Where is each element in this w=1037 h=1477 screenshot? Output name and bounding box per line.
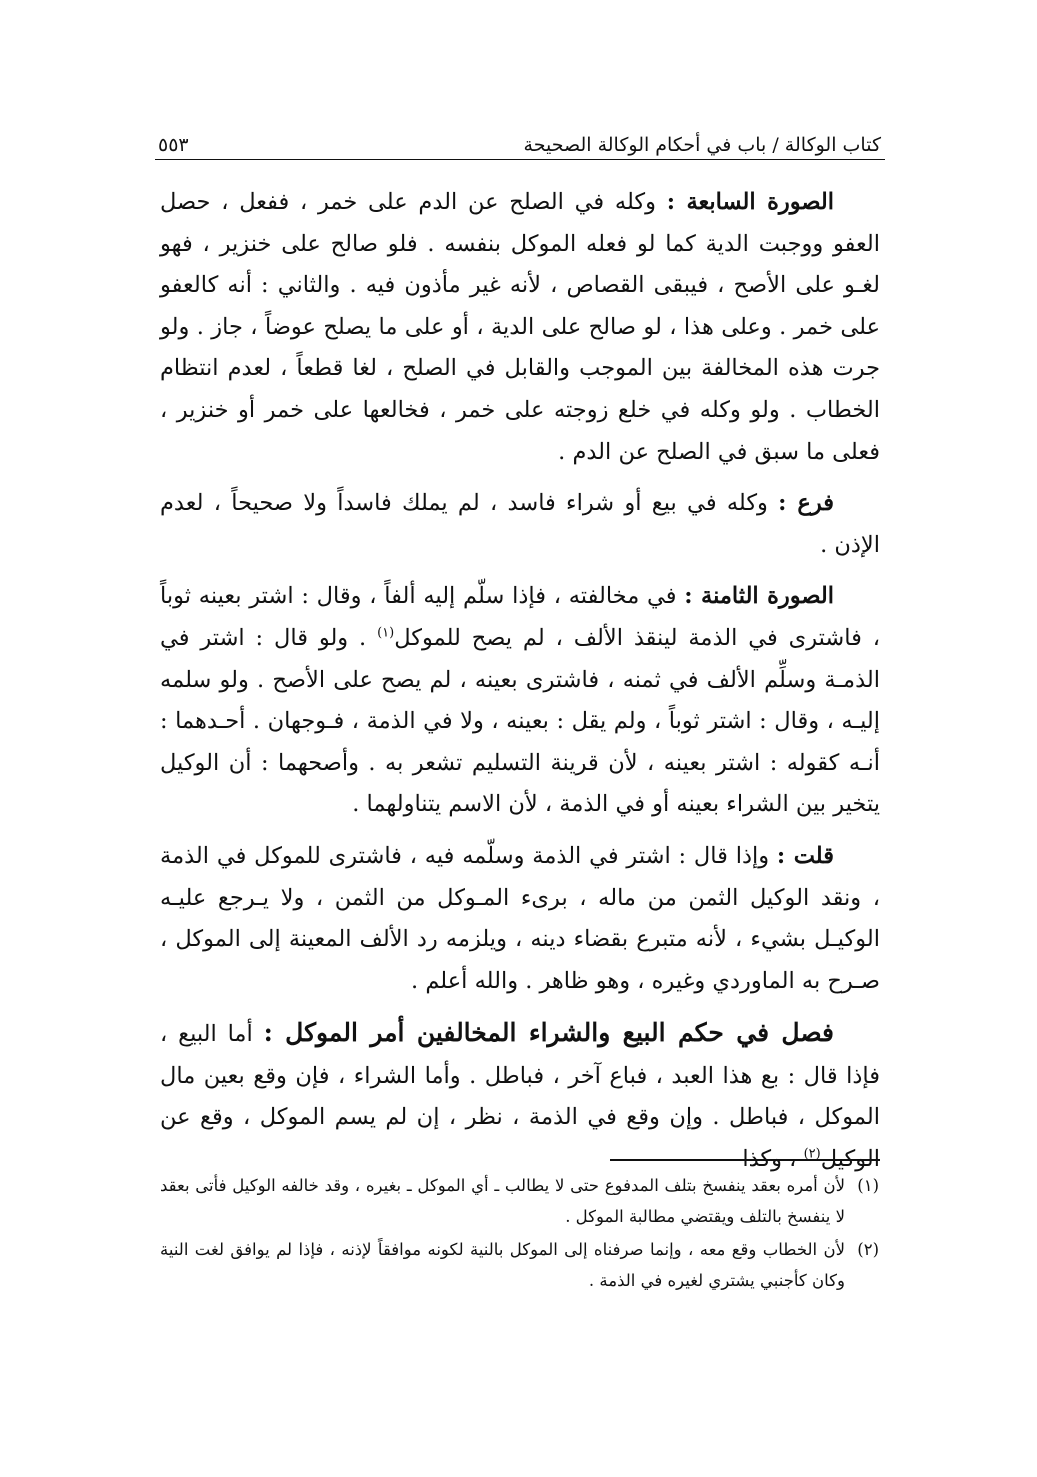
footnote-number: (٢) — [857, 1240, 879, 1259]
section-heading-paragraph — [160, 1012, 880, 1180]
header-rule — [155, 159, 885, 160]
paragraph-lead: الصورة الثامنة : — [684, 583, 835, 610]
paragraph-body: أما البيع ، فإذا قال : بع هذا العبد ، فباع آخر ، فباطل . وأما الشراء ، فإن وقع بعين مال الموكل ، فباطل . وإن وقع في الذمة ، نظر ، إن لم يسم الموكل ، وقع عن الوكيل — [160, 1021, 880, 1173]
paragraph-body: وكله في الصلح عن الدم على خمر ، ففعل ، حصل العفو ووجبت الدية كما لو فعله الموكل بنفسه . فلو صالح على خنزير ، فهو لغـو على الأصح ، فيبقى القصاص ، لأنه غير مأذون فيه . والثاني : أنه كالعفو على خمر . وعلى هذا ، لو صالح على الدية ، أو على ما يصلح عوضاً ، جاز . ولو جرت هذه المخالفة بين الموجب والقابل في الصلح ، لغا قطعاً ، لعدم انتظام الخطاب . ولو وكله في خلع زوجته على خمر ، فخالعها على خمر أو خنزير ، فعلى ما سبق في الصلح عن الدم . — [160, 189, 880, 465]
running-header — [158, 112, 881, 156]
footnote-rule — [610, 1159, 880, 1161]
paragraph-lead: قلت : — [776, 842, 834, 869]
page-number: ٥٥٣ — [158, 134, 189, 156]
paragraph-seventh-case — [160, 182, 880, 473]
paragraph-eighth-case — [160, 576, 880, 826]
footnote-ref[interactable]: (١) — [377, 625, 395, 641]
paragraph-lead: الصورة السابعة : — [666, 189, 834, 215]
running-title: كتاب الوكالة / باب في أحكام الوكالة الصحيحة — [523, 134, 881, 156]
footnote-text: لأن أمره بعقد ينفسخ بتلف المدفوع حتى لا يطالب ـ أي الموكل ـ بغيره ، وقد خالفه الوكيل فأتى بعقد لا ينفسخ بالتلف ويقتضي مطالبة الموكل . — [160, 1176, 845, 1226]
section-heading: فصل في حكم البيع والشراء المخالفين أمر الموكل : — [263, 1018, 834, 1048]
paragraph-branch — [160, 483, 880, 566]
paragraph-body-cont: . ولو قال : اشتر في الذمـة وسلِّم الألف في ثمنه ، فاشترى بعينه ، لم يصح على الأصح . ولو سلمه إليـه ، وقال : اشتر ثوباً ، ولم يقل : بعينه ، ولا في الذمة ، فـوجهان . أحـدهما : أنـه كقوله : اشتر بعينه ، لأن قرينة التسليم تشعر به . وأصحهما : أن الوكيل يتخير بين الشراء بعينه أو في الذمة ، لأن الاسم يتناولهما . — [160, 624, 880, 818]
paragraph-qult — [160, 836, 880, 1002]
paragraph-body: في مخالفته ، فإذا سلّم إليه ألفاً ، وقال : اشتر بعينه ثوباً ، فاشترى في الذمة لينقذ الألف ، لم يصح للموكل — [160, 583, 881, 651]
footnote — [160, 1234, 879, 1296]
footnote-number: (١) — [857, 1176, 879, 1195]
paragraph-body: وإذا قال : اشتر في الذمة وسلّمه فيه ، فاشترى للموكل في الذمة ، ونقد الوكيل الثمن من ماله ، برىء المـوكل من الثمن ، ولا يـرجع عليـه الوكيـل بشيء ، لأنه متبرع بقضاء دينه ، ويلزمه رد الألف المعينة إلى الموكل ، صـرح به الماوردي وغيره ، وهو ظاهر . والله أعلم . — [160, 842, 880, 994]
footnote-text: لأن الخطاب وقع معه ، وإنما صرفناه إلى الموكل بالنية لكونه موافقاً لإذنه ، فإذا لم يوافق لغت النية وكان كأجنبي يشتري لغيره في الذمة . — [160, 1240, 845, 1290]
paragraph-body-cont: ، وكذا — [742, 1146, 804, 1173]
main-text — [160, 182, 880, 1191]
paragraph-body: وكله في بيع أو شراء فاسد ، لم يملك فاسداً ولا صحيحاً ، لعدم الإذن . — [160, 490, 880, 558]
footnote-ref[interactable]: (٢) — [803, 1146, 821, 1162]
paragraph-lead: فرع : — [778, 490, 835, 517]
footnotes — [160, 1170, 879, 1298]
footnote — [160, 1170, 879, 1232]
